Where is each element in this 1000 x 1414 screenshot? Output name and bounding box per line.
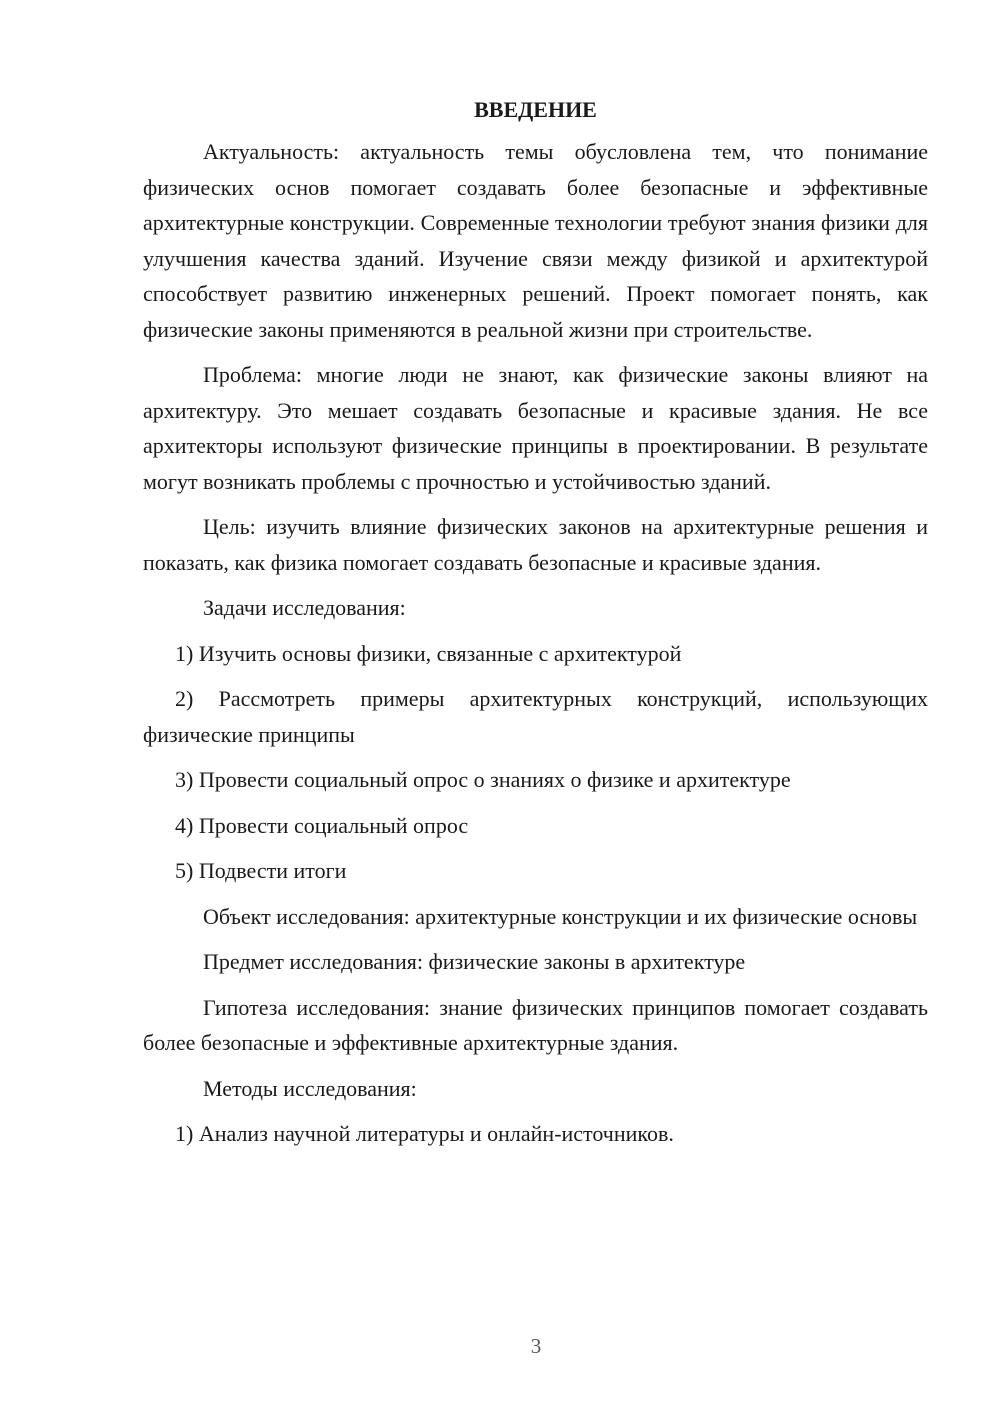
paragraph-hypothesis: Гипотеза исследования: знание физических принципов помогает создавать более безопасные и эффективные архитектурные здания.	[143, 994, 928, 1055]
tasks-heading: Задачи исследования:	[203, 595, 406, 620]
methods-heading: Методы исследования:	[203, 1075, 417, 1101]
paragraph-goal: Цель: изучить влияние физических законов на архитектурные решения и показать, как физика помогает создавать безопасные и красивые здания.	[143, 514, 928, 575]
task-item-5: 5) Подвести итоги	[175, 858, 347, 883]
task-item-2: 2) Рассмотреть примеры архитектурных конструкций, использующих физические принципы	[143, 686, 928, 747]
task-item-4: 4) Провести социальный опрос	[175, 812, 469, 838]
document-page	[143, 92, 928, 1152]
paragraph-relevance: Актуальность: актуальность темы обусловлена тем, что понимание физических основ помогает создавать более безопасные и эффективные архитектурные конструкции. Современные технологии требуют знания физики для улучшения качества зданий. Изучение связи между физикой и архитектурой способствует развитию инженерных решений. Проект помогает понять, как физические законы применяются в реальной жизни при строительстве.	[143, 139, 928, 342]
section-title: ВВЕДЕНИЕ	[474, 97, 597, 122]
task-item-3: 3) Провести социальный опрос о знаниях о физике и архитектуре	[175, 767, 791, 792]
page-number: 3	[530, 1334, 542, 1358]
paragraph-subject: Предмет исследования: физические законы в архитектуре	[203, 949, 746, 974]
task-item-1: 1) Изучить основы физики, связанные с архитектурой	[175, 640, 682, 666]
method-item-1: 1) Анализ научной литературы и онлайн-источников.	[175, 1121, 674, 1146]
paragraph-object: Объект исследования: архитектурные конструкции и их физические основы	[203, 903, 918, 929]
paragraph-problem: Проблема: многие люди не знают, как физические законы влияют на архитектуру. Это мешает создавать безопасные и красивые здания. Не все архитекторы используют физические принципы в проектировании. В результате могут возникать проблемы с прочностью и устойчивостью зданий.	[143, 362, 928, 494]
